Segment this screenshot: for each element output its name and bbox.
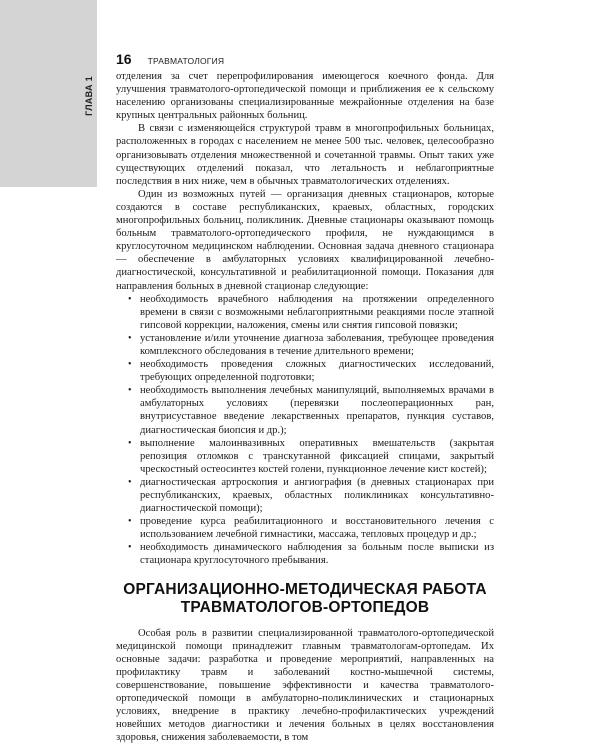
list-item	[116, 437, 494, 476]
bullet-icon: •	[128, 516, 132, 528]
list-item-text: установление и/или уточнение диагноза заболевания, требующее проведения комплексного обследования в течение длительного времени;	[140, 332, 494, 357]
list-item-text: необходимость динамического наблюдения за больным после выписки из стационара круглосуточного пребывания.	[140, 542, 494, 567]
list-item-text: проведение курса реабилитационного и восстановительного лечения с использованием лечебной гимнастики, массажа, тепловых процедур и др.;	[140, 516, 494, 541]
chapter-tab	[80, 70, 97, 122]
section-heading-line: ОРГАНИЗАЦИОННО-МЕТОДИЧЕСКАЯ РАБОТА	[123, 580, 487, 598]
list-item-text: диагностическая артроскопия и ангиография (в дневных стационарах при республиканских, краевых, областных поликлиниках консультативно-диагностической помощи);	[140, 476, 494, 515]
main-text-column	[116, 70, 494, 744]
chapter-label: ГЛАВА 1	[83, 76, 94, 116]
bullet-icon: •	[128, 385, 132, 397]
list-item	[116, 515, 494, 541]
bullet-icon: •	[128, 332, 132, 344]
running-header	[116, 51, 224, 67]
indications-list	[116, 293, 494, 568]
section-heading-line: ТРАВМАТОЛОГОВ-ОРТОПЕДОВ	[180, 598, 430, 616]
paragraph: Один из возможных путей — организация дневных стационаров, которые создаются в составе республиканских, краевых, областных, городских многопрофильных больниц, поликлиник. Дневные стационары оказывают помощь больным травматолого-ортопедического профиля, не нуждающимся в круглосуточном медицинском наблюдении. Основная задача дневного стационара — обеспечение в амбулаторных условиях квалифицированной лечебно-диагностической, консультативной и реабилитационной помощи. Показания для направления больных в дневной стационар следующие:	[116, 188, 494, 292]
list-item	[116, 358, 494, 384]
paragraph: В связи с изменяющейся структурой травм в многопрофильных больницах, расположенных в городах с населением не менее 500 тыс. человек, целесообразно организовывать отделения множественной и сочетанной травмы. Опыт таких уже существующих отделений показал, что летальность и неблагоприятные последствия в них ниже, чем в обычных травматологических отделениях.	[116, 123, 494, 187]
list-item-text: необходимость врачебного наблюдения на протяжении определенного времени в связи с возможными неблагоприятными реакциями после этапной гипсовой коррекции, наложения, смены или снятия гипсовой повязки;	[140, 293, 494, 331]
list-item	[116, 541, 494, 567]
list-item	[116, 332, 494, 358]
list-item-text: необходимость проведения сложных диагностических исследований, требующих определенной подготовки;	[140, 359, 494, 384]
section-heading	[116, 581, 494, 617]
paragraph: Особая роль в развитии специализированной травматолого-ортопедической медицинской помощи принадлежит главным травматологам-ортопедам. Их основные задачи: разработка и проведение мероприятий, направленных на профилактику травм и заболеваний костно-мышечной системы, совершенствование, повышение эффективности и качества травматолого-ортопедической помощи в амбулаторно-поликлинических и стационарных условиях, внедрение в практику лечебно-профилактических учреждений новейших методов диагностики и лечения больных в целях восстановления здоровья, снижения заболеваемости, в том	[116, 627, 494, 744]
list-item	[116, 293, 494, 332]
bullet-icon: •	[128, 359, 132, 371]
running-title: ТРАВМАТОЛОГИЯ	[147, 56, 225, 66]
bullet-icon: •	[128, 437, 132, 449]
bullet-icon: •	[128, 293, 132, 305]
list-item	[116, 384, 494, 436]
list-item-text: необходимость выполнения лечебных манипуляций, выполняемых врачами в амбулаторных условиях (перевязки послеоперационных ран, внутрисуставное введение лекарственных препаратов, пункция суставов, диагностическая биопсия и др.);	[140, 385, 494, 436]
page-number: 16	[116, 51, 132, 67]
list-item-text: выполнение малоинвазивных оперативных вмешательств (закрытая репозиция отломков с транскутанной фиксацией спицами, закрытый чрескостный остеосинтез костей голени, пункционное лечение кист костей);	[140, 437, 494, 475]
bullet-icon: •	[128, 542, 132, 554]
paragraph-continued: отделения за счет перепрофилирования имеющегося коечного фонда. Для улучшения травматолого-ортопедической помощи и приближения ее к сельскому населению организованы специализированные межрайонные отделения на базе крупных центральных районных больниц.	[116, 71, 494, 122]
list-item	[116, 476, 494, 515]
bullet-icon: •	[128, 476, 132, 488]
